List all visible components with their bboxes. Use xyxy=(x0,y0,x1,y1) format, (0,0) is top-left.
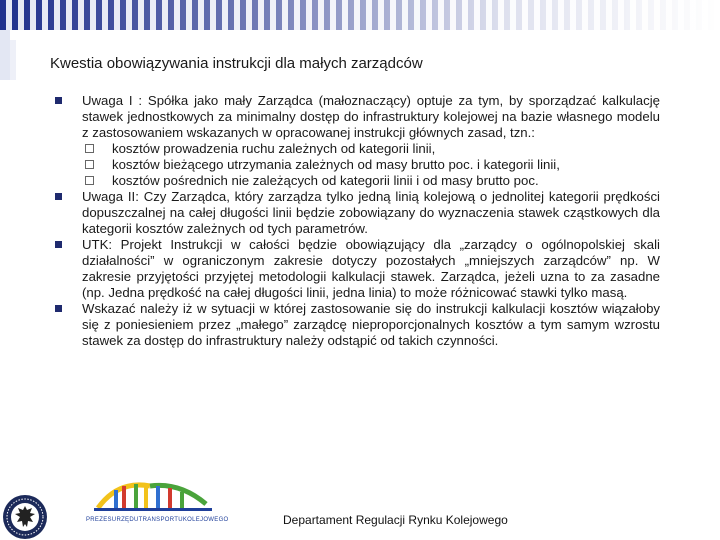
bullet-text: : Czy Zarządca, który zarządza tylko jedną linią kolejową o jednolitej kategorii prędkości dopuszczalnej na całej długości linii będzie zobowiązany do wyznaczenia stawek cząstkowych dla kategorii kosztów zależnych od tych parametrów. xyxy=(82,189,660,236)
bullet-lead: Uwaga II xyxy=(82,189,136,204)
square-bullet-icon xyxy=(55,193,62,200)
bullet-item-4 xyxy=(55,301,660,349)
sub-item-2 xyxy=(55,157,660,173)
eagle-seal-icon xyxy=(2,494,48,540)
bullet-item-2 xyxy=(55,189,660,237)
bullet-lead: UTK xyxy=(82,237,109,252)
sub-item-3 xyxy=(55,173,660,189)
bullet-text: : Projekt Instrukcji w całości będzie obowiązujący dla „zarządcy o ogólnopolskiej skali działalności” w ograniczonym zakresie dotyczy pozostałych „mniejszych zarządców” np. W zakresie przyjętości przyjętej metodologii kalkulacji stawek. Zarządca, jeżeli uzna to za zasadne (np. Jedna prędkość na całej długości linii, jedna linia) to może różnicować stawki tylko masą. xyxy=(82,237,660,300)
slide-content xyxy=(55,93,660,349)
bullet-text: : Spółka jako mały Zarządca (małoznaczący) optuje za tym, by sporządzać kalkulację stawek jednostkowych za minimalny dostęp do infrastruktury kolejowej na bazie własnego modelu z zastosowaniem wskazanych w opracowanej instrukcji głównych zasad, tzn.: xyxy=(82,93,660,140)
checkbox-bullet-icon xyxy=(85,144,94,153)
square-bullet-icon xyxy=(55,241,62,248)
sub-item-text: kosztów bieżącego utrzymania zależnych od masy brutto poc. i kategorii linii, xyxy=(112,157,560,172)
square-bullet-icon xyxy=(55,97,62,104)
sub-item-text: kosztów pośrednich nie zależących od kategorii linii i od masy brutto poc. xyxy=(112,173,539,188)
bullet-item-1 xyxy=(55,93,660,141)
bullet-item-3 xyxy=(55,237,660,301)
bullet-text: Wskazać należy iż w sytuacji w której zastosowanie się do instrukcji kalkulacji kosztów wiązałoby się z poniesieniem przez „małego” zarządcę nieproporcjonalnych kosztów a tym samym wzrostu stawek za dostęp do infrastruktury należy odstąpić od takich czynności. xyxy=(82,301,660,348)
logo-caption: PREZESURZĘDUTRANSPORTUKOLEJOWEGO xyxy=(86,517,229,523)
checkbox-bullet-icon xyxy=(85,160,94,169)
bullet-lead: Uwaga I xyxy=(82,93,133,108)
footer-department: Departament Regulacji Rynku Kolejowego xyxy=(283,513,508,527)
checkbox-bullet-icon xyxy=(85,176,94,185)
sub-item-1 xyxy=(55,141,660,157)
side-accent-inner xyxy=(10,40,16,80)
slide-title: Kwestia obowiązywania instrukcji dla małych zarządców xyxy=(50,55,423,72)
square-bullet-icon xyxy=(55,305,62,312)
side-accent xyxy=(0,30,10,80)
sub-item-text: kosztów prowadzenia ruchu zależnych od kategorii linii, xyxy=(112,141,436,156)
header-stripe xyxy=(0,0,720,30)
